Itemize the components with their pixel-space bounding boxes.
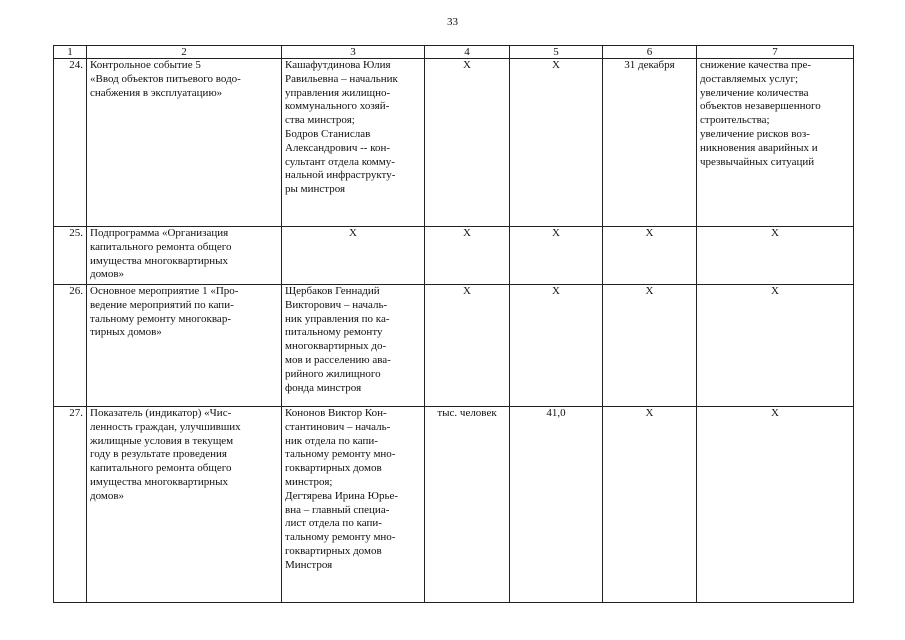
cell-col4: X <box>425 285 510 407</box>
table-row <box>54 59 854 227</box>
cell-col5: X <box>510 59 603 227</box>
event-name: Основное мероприятие 1 «Про- ведение мероприятий по капи- тальному ремонту многоквар- тирных домов» <box>87 285 282 407</box>
cell-col5: 41,0 <box>510 407 603 603</box>
cell-col5: X <box>510 285 603 407</box>
event-name: Подпрограмма «Организация капитального ремонта общего имущества многоквартирных домов» <box>87 227 282 285</box>
column-header: 7 <box>697 46 854 59</box>
responsible-person: Кашафутдинова Юлия Равильевна – начальник управления жилищно- коммунального хозяй- ства минстроя; Бодров Станислав Александрович -- кон- сультант отдела комму- нальной инфраструкту- ры минстроя <box>282 59 425 227</box>
cell-col6: X <box>603 407 697 603</box>
column-header: 1 <box>54 46 87 59</box>
events-table <box>53 45 854 603</box>
event-name: Контрольное событие 5 «Ввод объектов питьевого водо- снабжения в эксплуатацию» <box>87 59 282 227</box>
event-name: Показатель (индикатор) «Чис- ленность граждан, улучшивших жилищные условия в текущем году в результате проведения капитального ремонта общего имущества многоквартирных домов» <box>87 407 282 603</box>
responsible-person: Кононов Виктор Кон- стантинович – началь- ник отдела по капи- тальному ремонту мно- гоквартирных домов минстроя; Дегтярева Ирина Юрье- вна – главный специа- лист отдела по капи- тальному ремонту мно- гоквартирных домов Минстроя <box>282 407 425 603</box>
responsible-person: X <box>282 227 425 285</box>
column-header: 4 <box>425 46 510 59</box>
table-row <box>54 407 854 603</box>
page-number: 33 <box>447 16 458 28</box>
row-number: 24. <box>54 59 87 227</box>
table-header-row <box>54 46 854 59</box>
cell-col7: X <box>697 407 854 603</box>
cell-col7: X <box>697 285 854 407</box>
responsible-person: Щербаков Геннадий Викторович – началь- ник управления по ка- питальному ремонту многоквартирных до- мов и расселению ава- рийного жилищного фонда минстроя <box>282 285 425 407</box>
cell-col4: тыс. человек <box>425 407 510 603</box>
column-header: 5 <box>510 46 603 59</box>
cell-col6: X <box>603 227 697 285</box>
cell-col6: X <box>603 285 697 407</box>
table-row <box>54 227 854 285</box>
column-header: 6 <box>603 46 697 59</box>
column-header: 3 <box>282 46 425 59</box>
cell-col4: X <box>425 227 510 285</box>
cell-col5: X <box>510 227 603 285</box>
table-row <box>54 285 854 407</box>
row-number: 25. <box>54 227 87 285</box>
column-header: 2 <box>87 46 282 59</box>
row-number: 27. <box>54 407 87 603</box>
cell-col7: X <box>697 227 854 285</box>
row-number: 26. <box>54 285 87 407</box>
cell-col7: снижение качества пре- доставляемых услуг; увеличение количества объектов незавершенного строительства; увеличение рисков воз- никновения аварийных и чрезвычайных ситуаций <box>697 59 854 227</box>
cell-col4: X <box>425 59 510 227</box>
cell-col6: 31 декабря <box>603 59 697 227</box>
